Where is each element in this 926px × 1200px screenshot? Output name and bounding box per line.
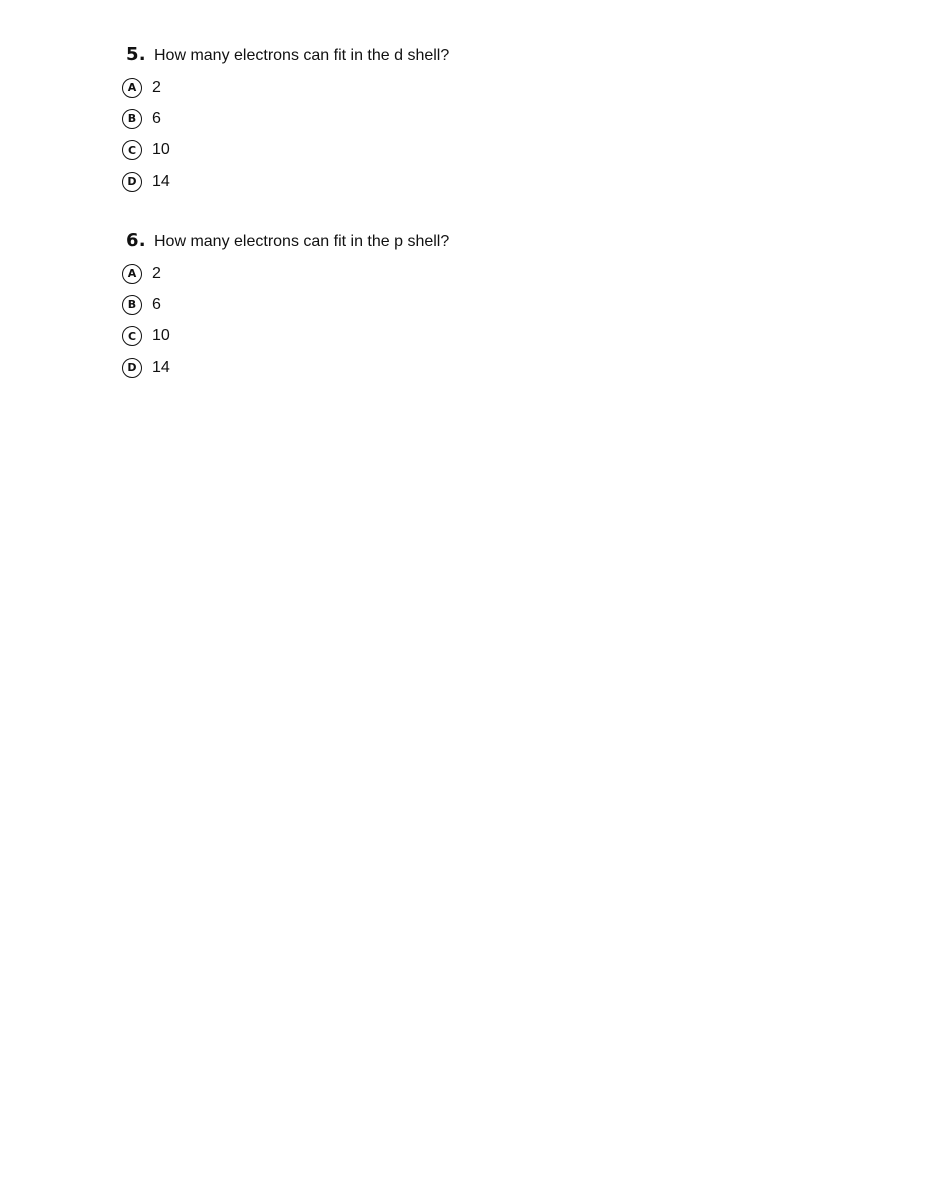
option-a[interactable]: [122, 72, 722, 103]
option-bubble-d[interactable]: D: [122, 172, 142, 192]
option-text: 6: [152, 109, 161, 127]
question-text: How many electrons can fit in the d shell?: [154, 47, 450, 64]
option-d[interactable]: [122, 166, 722, 197]
option-text: 6: [152, 295, 161, 313]
option-text: 2: [152, 264, 161, 282]
option-text: 14: [152, 172, 170, 190]
answer-options: [122, 72, 722, 197]
option-c[interactable]: [122, 135, 722, 166]
option-bubble-c[interactable]: C: [122, 326, 142, 346]
question-number: 5.: [126, 44, 146, 65]
option-bubble-b[interactable]: B: [122, 109, 142, 129]
option-bubble-b[interactable]: B: [122, 295, 142, 315]
option-bubble-a[interactable]: A: [122, 78, 142, 98]
option-text: 14: [152, 358, 170, 376]
question-5: [122, 44, 722, 197]
option-bubble-d[interactable]: D: [122, 358, 142, 378]
question-number: 6.: [126, 230, 146, 251]
option-c[interactable]: [122, 321, 722, 352]
question-6: [122, 230, 722, 383]
option-bubble-c[interactable]: C: [122, 140, 142, 160]
question-header: [122, 44, 722, 70]
option-d[interactable]: [122, 352, 722, 383]
option-bubble-a[interactable]: A: [122, 264, 142, 284]
answer-options: [122, 258, 722, 383]
option-a[interactable]: [122, 258, 722, 289]
question-header: [122, 230, 722, 256]
option-b[interactable]: [122, 289, 722, 320]
question-text: How many electrons can fit in the p shell?: [154, 233, 450, 250]
option-text: 10: [152, 141, 170, 159]
option-text: 10: [152, 327, 170, 345]
option-text: 2: [152, 78, 161, 96]
option-b[interactable]: [122, 103, 722, 134]
